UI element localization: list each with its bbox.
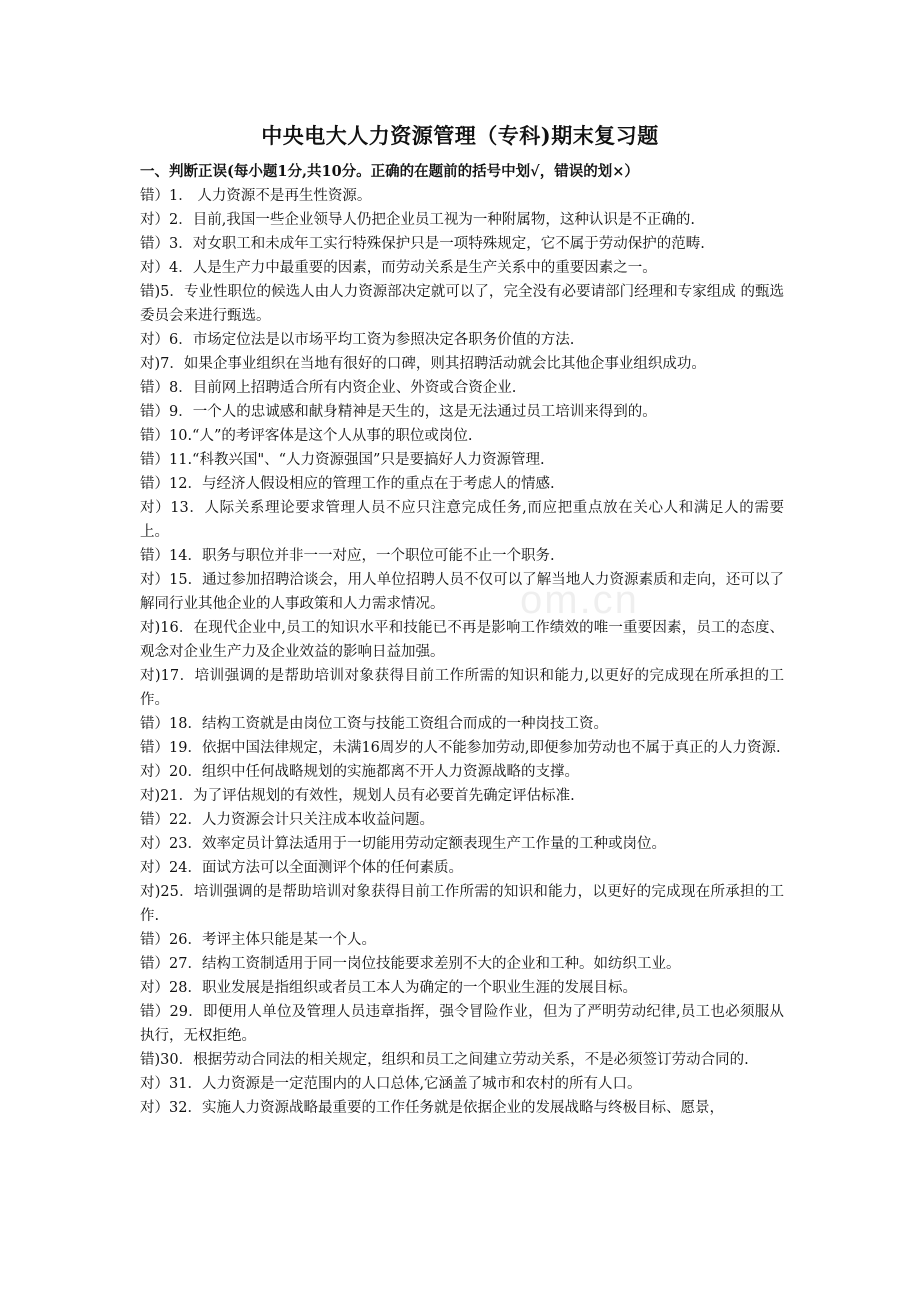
question-item: 对）4．人是生产力中最重要的因素，而劳动关系是生产关系中的重要因素之一。: [140, 260, 657, 276]
question-item: 对）20．组织中任何战略规划的实施都离不开人力资源战略的支撑。: [140, 764, 579, 780]
question-item: 错）27．结构工资制适用于同一岗位技能要求差别不大的企业和工种。如纺织工业。: [140, 956, 681, 972]
watermark: om.cn: [520, 578, 639, 622]
question-item: 错)30．根据劳动合同法的相关规定，组织和员工之间建立劳动关系，不是必须签订劳动合同的.: [140, 1052, 749, 1068]
question-item: 对）31．人力资源是一定范围内的人口总体,它涵盖了城市和农村的所有人口。: [140, 1076, 642, 1092]
question-item: 错）29．即便用人单位及管理人员违章指挥，强令冒险作业，但为了严明劳动纪律,员工也必须服从执行，无权拒绝。: [140, 1004, 784, 1044]
question-item: 对）13．人际关系理论要求管理人员不应只注意完成任务,而应把重点放在关心人和满足人的需要上。: [140, 500, 784, 540]
question-item: 对）6．市场定位法是以市场平均工资为参照决定各职务价值的方法.: [140, 332, 575, 348]
section-heading: 一、判断正误(每小题1分,共10分。正确的在题前的括号中划√，错误的划×）: [140, 163, 639, 180]
question-item: 对)7．如果企事业组织在当地有很好的口碑，则其招聘活动就会比其他企事业组织成功。: [140, 356, 706, 372]
document-title: 中央电大人力资源管理（专科)期末复习题: [261, 123, 659, 148]
question-item: 对）32．实施人力资源战略最重要的工作任务就是依据企业的发展战略与终极目标、愿景，: [140, 1100, 724, 1116]
question-item: 错）19．依据中国法律规定，未满16周岁的人不能参加劳动,即便参加劳动也不属于真正的人力资源.: [140, 740, 781, 756]
question-item: 对）24．面试方法可以全面测评个体的任何素质。: [140, 860, 463, 876]
question-list: [140, 184, 784, 1120]
question-item: 错）22．人力资源会计只关注成本收益问题。: [140, 812, 434, 828]
question-item: 对)17．培训强调的是帮助培训对象获得目前工作所需的知识和能力,以更好的完成现在所承担的工作。: [140, 668, 784, 708]
question-item: 错）10.“人”的考评客体是这个人从事的职位或岗位.: [140, 428, 473, 444]
question-item: 对）15．通过参加招聘洽谈会，用人单位招聘人员不仅可以了解当地人力资源素质和走向，还可以了解同行业其他企业的人事政策和人力需求情况。: [140, 572, 784, 612]
question-item: 错)5．专业性职位的候选人由人力资源部决定就可以了，完全没有必要请部门经理和专家组成 的甄选委员会来进行甄选。: [140, 284, 784, 324]
question-item: 对）23．效率定员计算法适用于一切能用劳动定额表现生产工作量的工种或岗位。: [140, 836, 666, 852]
question-item: 对）28．职业发展是指组织或者员工本人为确定的一个职业生涯的发展目标。: [140, 980, 637, 996]
question-item: 错）1． 人力资源不是再生性资源。: [140, 188, 372, 204]
question-item: 对）2．目前,我国一些企业领导人仍把企业员工视为一种附属物，这种认识是不正确的.: [140, 212, 695, 228]
question-item: 错）14．职务与职位并非一一对应，一个职位可能不止一个职务.: [140, 548, 555, 564]
question-item: 错）9．一个人的忠诚感和献身精神是天生的，这是无法通过员工培训来得到的。: [140, 404, 657, 420]
question-item: 错）3．对女职工和未成年工实行特殊保护只是一项特殊规定，它不属于劳动保护的范畴.: [140, 236, 705, 252]
question-item: 错）26．考评主体只能是某一个人。: [140, 932, 376, 948]
question-item: 对)21．为了评估规划的有效性，规划人员有必要首先确定评估标准.: [140, 788, 575, 804]
question-item: 错）11.“科教兴国"、“人力资源强国”只是要搞好人力资源管理.: [140, 452, 545, 468]
question-item: 错）8．目前网上招聘适合所有内资企业、外资或合资企业.: [140, 380, 517, 396]
question-item: 错）18．结构工资就是由岗位工资与技能工资组合而成的一种岗技工资。: [140, 716, 608, 732]
question-item: 对)16．在现代企业中,员工的知识水平和技能已不再是影响工作绩效的唯一重要因素，员工的态度、观念对企业生产力及企业效益的影响日益加强。: [140, 620, 784, 660]
question-item: 错）12．与经济人假设相应的管理工作的重点在于考虑人的情感.: [140, 476, 555, 492]
question-item: 对)25．培训强调的是帮助培训对象获得目前工作所需的知识和能力，以更好的完成现在所承担的工作.: [140, 884, 784, 924]
